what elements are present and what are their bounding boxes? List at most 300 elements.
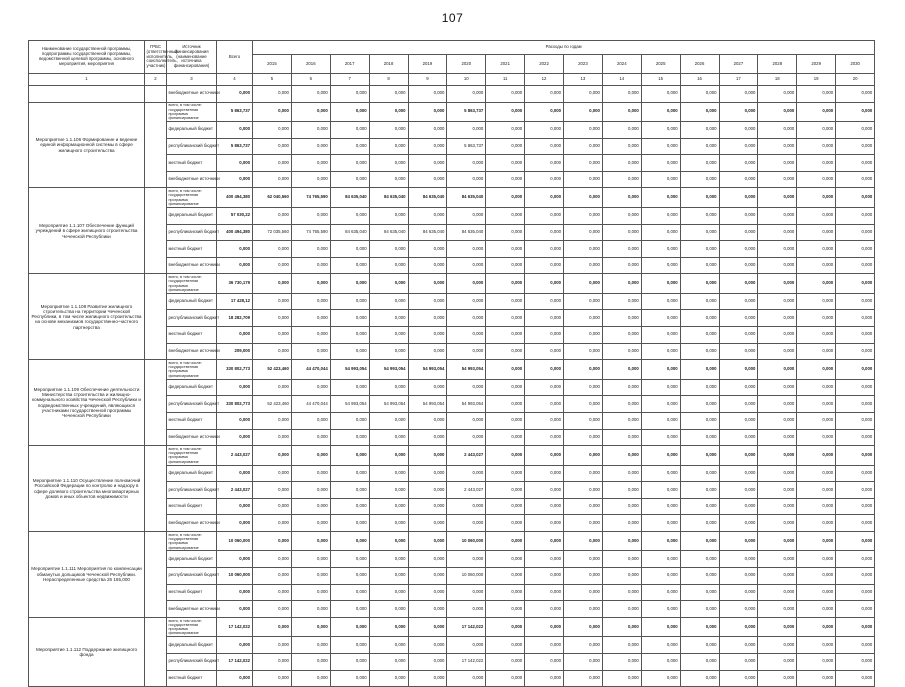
year-value: 54 993,054 [369, 360, 408, 380]
year-value: 0,000 [641, 310, 680, 327]
event-name [29, 86, 145, 103]
row-total: 0,000 [217, 637, 253, 654]
year-value: 0,000 [641, 498, 680, 515]
year-value: 0,000 [602, 343, 641, 360]
column-index: 10 [447, 74, 486, 86]
source-label: местный бюджет [167, 412, 217, 429]
header-years-group: Расходы по годам [253, 41, 875, 55]
year-value: 44 470,044 [291, 396, 330, 413]
year-value: 0,000 [253, 86, 292, 103]
year-value: 0,000 [797, 343, 836, 360]
year-value: 0,000 [719, 446, 758, 466]
header-total: Всего [217, 41, 253, 74]
year-value: 0,000 [758, 653, 797, 670]
year-value: 0,000 [719, 568, 758, 585]
column-index: 5 [253, 74, 292, 86]
year-value: 0,000 [486, 396, 525, 413]
column-index: 17 [719, 74, 758, 86]
year-value: 0,000 [641, 412, 680, 429]
year-value: 0,000 [758, 498, 797, 515]
source-label: местный бюджет [167, 584, 217, 601]
year-value: 0,000 [719, 482, 758, 499]
year-value: 0,000 [486, 584, 525, 601]
row-total: 0,000 [217, 670, 253, 687]
year-value: 0,000 [836, 670, 875, 687]
year-value: 0,000 [680, 498, 719, 515]
year-value: 0,000 [680, 601, 719, 618]
row-total: 0,000 [217, 86, 253, 103]
row-total: 0,000 [217, 601, 253, 618]
column-index: 20 [836, 74, 875, 86]
year-value: 0,000 [369, 257, 408, 274]
year-value: 0,000 [253, 568, 292, 585]
year-value: 10 060,000 [447, 568, 486, 585]
year-value: 0,000 [369, 568, 408, 585]
year-value: 0,000 [486, 274, 525, 294]
year-value: 0,000 [369, 310, 408, 327]
year-value: 0,000 [758, 343, 797, 360]
grbs-cell [145, 86, 167, 103]
year-value: 52 423,460 [253, 396, 292, 413]
year-value: 0,000 [836, 531, 875, 551]
year-value: 0,000 [564, 327, 603, 344]
year-value: 0,000 [797, 551, 836, 568]
source-label: федеральный бюджет [167, 637, 217, 654]
column-index: 6 [291, 74, 330, 86]
year-value: 0,000 [253, 429, 292, 446]
year-value: 0,000 [602, 310, 641, 327]
grbs-cell [145, 531, 167, 617]
year-value: 0,000 [836, 482, 875, 499]
year-value: 0,000 [602, 274, 641, 294]
year-value: 0,000 [525, 412, 564, 429]
year-value: 0,000 [408, 102, 447, 122]
year-value: 84 635,040 [369, 224, 408, 241]
row-total: 5 863,737 [217, 102, 253, 122]
year-value: 0,000 [330, 653, 369, 670]
year-value: 0,000 [719, 86, 758, 103]
year-value: 0,000 [486, 257, 525, 274]
year-value: 0,000 [641, 551, 680, 568]
source-label: федеральный бюджет [167, 379, 217, 396]
year-value: 0,000 [408, 274, 447, 294]
year-value: 0,000 [758, 171, 797, 188]
column-index: 11 [486, 74, 525, 86]
year-value: 0,000 [525, 465, 564, 482]
year-value: 0,000 [253, 207, 292, 224]
source-label: федеральный бюджет [167, 293, 217, 310]
year-value: 0,000 [369, 155, 408, 172]
year-value: 0,000 [797, 241, 836, 258]
year-value: 0,000 [641, 446, 680, 466]
year-value: 0,000 [447, 601, 486, 618]
year-value: 0,000 [447, 122, 486, 139]
year-value: 0,000 [408, 531, 447, 551]
year-value: 0,000 [330, 122, 369, 139]
year-value: 0,000 [447, 498, 486, 515]
year-value: 0,000 [486, 171, 525, 188]
year-value: 0,000 [797, 122, 836, 139]
year-value: 0,000 [369, 617, 408, 637]
year-value: 0,000 [797, 396, 836, 413]
row-total: 0,000 [217, 327, 253, 344]
year-value: 0,000 [408, 207, 447, 224]
year-value: 54 993,054 [447, 360, 486, 380]
table-row [29, 617, 875, 637]
table-row [29, 360, 875, 380]
header-year: 2026 [680, 55, 719, 74]
year-value: 0,000 [408, 465, 447, 482]
year-value: 0,000 [486, 670, 525, 687]
year-value: 0,000 [291, 429, 330, 446]
year-value: 0,000 [486, 102, 525, 122]
year-value: 0,000 [836, 568, 875, 585]
source-label: республиканский бюджет [167, 653, 217, 670]
year-value: 0,000 [253, 584, 292, 601]
year-value: 0,000 [797, 601, 836, 618]
year-value: 0,000 [253, 379, 292, 396]
year-value: 0,000 [641, 207, 680, 224]
year-value: 0,000 [291, 412, 330, 429]
year-value: 0,000 [758, 601, 797, 618]
table-row [29, 86, 875, 103]
year-value: 0,000 [602, 601, 641, 618]
year-value: 0,000 [369, 327, 408, 344]
year-value: 0,000 [447, 257, 486, 274]
year-value: 0,000 [447, 584, 486, 601]
column-index: 8 [369, 74, 408, 86]
table-row [29, 274, 875, 294]
year-value: 0,000 [253, 465, 292, 482]
source-label: всего, в том числе: государственная программа финансирование [167, 188, 217, 208]
year-value: 0,000 [719, 637, 758, 654]
year-value: 0,000 [369, 584, 408, 601]
source-label: местный бюджет [167, 670, 217, 687]
row-total: 2 443,027 [217, 446, 253, 466]
year-value: 0,000 [525, 670, 564, 687]
year-value: 0,000 [797, 617, 836, 637]
year-value: 17 142,022 [447, 617, 486, 637]
row-total: 0,000 [217, 257, 253, 274]
year-value: 0,000 [680, 310, 719, 327]
year-value: 0,000 [719, 465, 758, 482]
year-value: 0,000 [719, 171, 758, 188]
year-value: 0,000 [369, 531, 408, 551]
year-value: 0,000 [758, 568, 797, 585]
year-value: 0,000 [447, 207, 486, 224]
year-value: 0,000 [408, 379, 447, 396]
year-value: 0,000 [486, 188, 525, 208]
column-index: 1 [29, 74, 145, 86]
year-value: 0,000 [680, 653, 719, 670]
row-total: 0,000 [217, 171, 253, 188]
row-total: 0,000 [217, 551, 253, 568]
year-value: 0,000 [602, 531, 641, 551]
year-value: 0,000 [680, 257, 719, 274]
year-value: 0,000 [330, 86, 369, 103]
year-value: 0,000 [564, 207, 603, 224]
header-year: 2016 [291, 55, 330, 74]
year-value: 0,000 [447, 515, 486, 532]
year-value: 0,000 [330, 617, 369, 637]
year-value: 0,000 [253, 171, 292, 188]
year-value: 0,000 [564, 293, 603, 310]
year-value: 0,000 [602, 551, 641, 568]
year-value: 0,000 [641, 102, 680, 122]
year-value: 0,000 [797, 446, 836, 466]
year-value: 0,000 [680, 122, 719, 139]
year-value: 0,000 [564, 568, 603, 585]
column-index: 16 [680, 74, 719, 86]
year-value: 0,000 [291, 343, 330, 360]
grbs-cell [145, 360, 167, 446]
year-value: 5 863,737 [447, 102, 486, 122]
year-value: 0,000 [758, 207, 797, 224]
year-value: 0,000 [486, 155, 525, 172]
year-value: 17 142,022 [447, 653, 486, 670]
source-label: местный бюджет [167, 498, 217, 515]
year-value: 0,000 [836, 171, 875, 188]
column-index: 12 [525, 74, 564, 86]
header-name: Наименование государственной программы, подпрограммы государственной программы, ведомственной целевой программы, основного мероприятия, мероприятия [29, 41, 145, 74]
year-value: 0,000 [680, 412, 719, 429]
year-value: 0,000 [291, 551, 330, 568]
year-value: 84 635,040 [369, 188, 408, 208]
year-value: 0,000 [486, 465, 525, 482]
year-value: 0,000 [525, 257, 564, 274]
year-value: 0,000 [291, 122, 330, 139]
event-name: Мероприятие 1.1.112 Поддержание жилищного фонда [29, 617, 145, 686]
year-value: 0,000 [408, 446, 447, 466]
year-value: 0,000 [330, 551, 369, 568]
year-value: 72 035,560 [253, 224, 292, 241]
grbs-cell [145, 188, 167, 274]
year-value: 0,000 [291, 670, 330, 687]
year-value: 0,000 [758, 465, 797, 482]
year-value: 0,000 [253, 122, 292, 139]
year-value: 0,000 [486, 653, 525, 670]
year-value: 0,000 [291, 584, 330, 601]
year-value: 0,000 [525, 531, 564, 551]
year-value: 0,000 [602, 138, 641, 155]
year-value: 0,000 [836, 207, 875, 224]
year-value: 0,000 [758, 188, 797, 208]
year-value: 0,000 [330, 257, 369, 274]
year-value: 0,000 [719, 584, 758, 601]
year-value: 0,000 [291, 293, 330, 310]
year-value: 0,000 [291, 498, 330, 515]
year-value: 0,000 [330, 274, 369, 294]
year-value: 0,000 [680, 241, 719, 258]
page-number: 107 [441, 11, 464, 25]
year-value: 0,000 [602, 412, 641, 429]
year-value: 0,000 [602, 568, 641, 585]
row-total: 209,000 [217, 343, 253, 360]
year-value: 0,000 [253, 446, 292, 466]
year-value: 0,000 [602, 653, 641, 670]
year-value: 0,000 [602, 617, 641, 637]
year-value: 0,000 [836, 102, 875, 122]
year-value: 0,000 [330, 171, 369, 188]
year-value: 0,000 [253, 653, 292, 670]
grbs-cell [145, 617, 167, 686]
year-value: 0,000 [408, 343, 447, 360]
year-value: 0,000 [408, 122, 447, 139]
year-value: 0,000 [447, 343, 486, 360]
year-value: 0,000 [836, 601, 875, 618]
year-value: 0,000 [408, 617, 447, 637]
year-value: 0,000 [836, 379, 875, 396]
column-index: 4 [217, 74, 253, 86]
year-value: 0,000 [564, 188, 603, 208]
year-value: 0,000 [369, 601, 408, 618]
year-value: 0,000 [641, 138, 680, 155]
source-label: внебюджетные источники [167, 343, 217, 360]
year-value: 0,000 [836, 274, 875, 294]
source-label: внебюджетные источники [167, 429, 217, 446]
source-label: местный бюджет [167, 241, 217, 258]
table-row [29, 446, 875, 466]
year-value: 0,000 [330, 670, 369, 687]
year-value: 0,000 [641, 637, 680, 654]
year-value: 0,000 [291, 531, 330, 551]
source-label: республиканский бюджет [167, 482, 217, 499]
year-value: 0,000 [564, 122, 603, 139]
year-value: 0,000 [408, 568, 447, 585]
year-value: 0,000 [602, 241, 641, 258]
year-value: 0,000 [564, 584, 603, 601]
column-index: 15 [641, 74, 680, 86]
year-value: 0,000 [291, 465, 330, 482]
year-value: 0,000 [758, 446, 797, 466]
year-value: 0,000 [641, 343, 680, 360]
year-value: 0,000 [408, 482, 447, 499]
year-value: 0,000 [758, 274, 797, 294]
year-value: 0,000 [758, 102, 797, 122]
year-value: 0,000 [525, 155, 564, 172]
year-value: 54 993,054 [330, 360, 369, 380]
year-value: 0,000 [369, 274, 408, 294]
year-value: 0,000 [797, 188, 836, 208]
year-value: 0,000 [330, 310, 369, 327]
year-value: 0,000 [330, 446, 369, 466]
year-value: 0,000 [641, 584, 680, 601]
year-value: 0,000 [719, 274, 758, 294]
year-value: 0,000 [369, 379, 408, 396]
year-value: 0,000 [641, 531, 680, 551]
year-value: 0,000 [564, 379, 603, 396]
year-value: 0,000 [641, 188, 680, 208]
year-value: 0,000 [641, 155, 680, 172]
year-value: 0,000 [680, 617, 719, 637]
year-value: 0,000 [797, 653, 836, 670]
year-value: 0,000 [641, 171, 680, 188]
year-value: 0,000 [564, 102, 603, 122]
year-value: 0,000 [602, 396, 641, 413]
year-value: 0,000 [486, 482, 525, 499]
year-value: 0,000 [525, 310, 564, 327]
year-value: 0,000 [564, 343, 603, 360]
year-value: 0,000 [797, 293, 836, 310]
year-value: 0,000 [797, 257, 836, 274]
year-value: 54 993,054 [408, 396, 447, 413]
year-value: 0,000 [719, 670, 758, 687]
year-value: 0,000 [564, 310, 603, 327]
source-label: всего, в том числе: государственная программа финансирование [167, 531, 217, 551]
year-value: 0,000 [330, 293, 369, 310]
year-value: 0,000 [719, 343, 758, 360]
year-value: 0,000 [291, 482, 330, 499]
year-value: 0,000 [330, 584, 369, 601]
year-value: 0,000 [680, 224, 719, 241]
year-value: 0,000 [253, 138, 292, 155]
year-value: 0,000 [719, 188, 758, 208]
year-value: 0,000 [758, 396, 797, 413]
row-total: 2 443,027 [217, 482, 253, 499]
year-value: 0,000 [641, 224, 680, 241]
row-total: 330 802,773 [217, 360, 253, 380]
year-value: 0,000 [525, 171, 564, 188]
year-value: 0,000 [719, 617, 758, 637]
year-value: 0,000 [369, 207, 408, 224]
year-value: 0,000 [719, 360, 758, 380]
year-value: 0,000 [447, 293, 486, 310]
row-total: 0,000 [217, 241, 253, 258]
year-value: 0,000 [253, 293, 292, 310]
year-value: 0,000 [836, 396, 875, 413]
source-label: республиканский бюджет [167, 224, 217, 241]
grbs-cell [145, 446, 167, 532]
year-value: 0,000 [602, 482, 641, 499]
year-value: 74 765,590 [291, 224, 330, 241]
year-value: 0,000 [836, 138, 875, 155]
year-value: 0,000 [291, 274, 330, 294]
year-value: 0,000 [564, 482, 603, 499]
year-value: 84 635,040 [330, 188, 369, 208]
year-value: 0,000 [641, 515, 680, 532]
year-value: 0,000 [525, 293, 564, 310]
table-row [29, 102, 875, 122]
year-value: 0,000 [525, 274, 564, 294]
year-value: 0,000 [719, 515, 758, 532]
year-value: 0,000 [680, 396, 719, 413]
year-value: 0,000 [758, 379, 797, 396]
year-value: 84 635,040 [447, 188, 486, 208]
year-value: 0,000 [253, 482, 292, 499]
year-value: 0,000 [525, 551, 564, 568]
year-value: 0,000 [330, 102, 369, 122]
year-value: 0,000 [369, 293, 408, 310]
year-value: 0,000 [525, 86, 564, 103]
year-value: 0,000 [525, 360, 564, 380]
year-value: 0,000 [253, 515, 292, 532]
year-value: 0,000 [447, 241, 486, 258]
year-value: 0,000 [719, 412, 758, 429]
year-value: 0,000 [564, 446, 603, 466]
row-total: 18 282,709 [217, 310, 253, 327]
year-value: 0,000 [369, 670, 408, 687]
year-value: 0,000 [836, 617, 875, 637]
year-value: 0,000 [836, 86, 875, 103]
year-value: 0,000 [525, 482, 564, 499]
year-value: 0,000 [797, 86, 836, 103]
year-value: 0,000 [486, 531, 525, 551]
year-value: 0,000 [525, 515, 564, 532]
year-value: 0,000 [486, 429, 525, 446]
year-value: 0,000 [291, 653, 330, 670]
header-year: 2015 [253, 55, 292, 74]
year-value: 0,000 [602, 122, 641, 139]
